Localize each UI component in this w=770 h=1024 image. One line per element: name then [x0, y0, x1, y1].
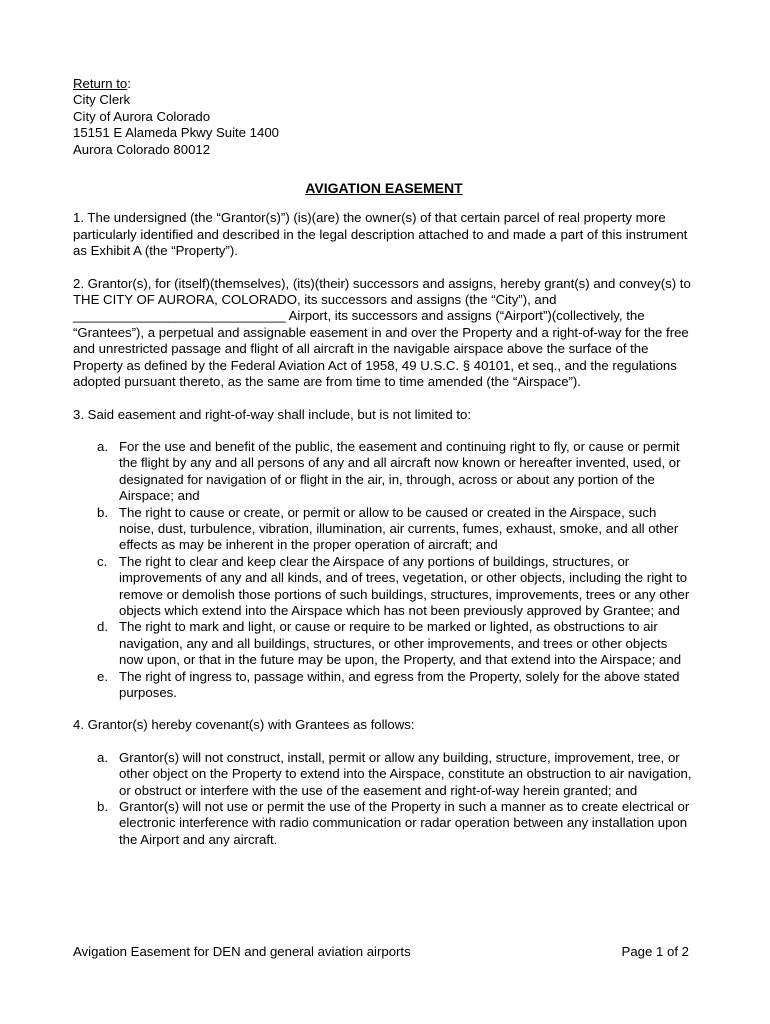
list-marker: e. — [97, 668, 108, 684]
address-line: City of Aurora Colorado — [73, 108, 211, 124]
footer-document-title: Avigation Easement for DEN and general aviation airports — [73, 944, 411, 959]
list-item — [73, 669, 695, 702]
covenants-list — [73, 750, 695, 848]
list-marker: c. — [97, 553, 108, 569]
list-item-text: The right of ingress to, passage within, and egress from the Property, solely for the above stated purposes. — [119, 668, 680, 700]
page-number: Page 1 of 2 — [621, 944, 689, 959]
list-item — [73, 799, 695, 848]
list-item — [73, 554, 695, 620]
document-title: AVIGATION EASEMENT — [305, 180, 463, 197]
list-marker: d. — [97, 619, 108, 635]
easement-rights-list — [73, 439, 695, 702]
paragraph-3: 3. Said easement and right-of-way shall include, but is not limited to: — [73, 406, 472, 422]
list-item — [73, 505, 695, 554]
paragraph-2-part-2: _____________________________ Airport, its successors and assigns (“Airport”)(collectively, the “Grantees”), a perpetual and assignable easement in and over the Property and a right-of-way for the free and unrestricted passage and flight of all aircraft in the navigable airspace above the surface of the Property as defined by the Federal Aviation Act of 1958, 49 U.S.C. § 40101, et seq., and the regulations adopted pursuant thereto, as the same are from time to time amended (the “Airspace”). — [73, 308, 689, 390]
list-item-text: The right to mark and light, or cause or require to be marked or lighted, as obstructions to air navigation, any and all buildings, structures, or other improvements, and trees or other objects now upon, or that in the future may be upon, the Property, and that extend into the Airspace; and — [119, 619, 682, 668]
paragraph-1: 1. The undersigned (the “Grantor(s)”) (is)(are) the owner(s) of that certain parcel of real property more particularly identified and described in the legal description attached to and made a part of this instrument as Exhibit A (the “Property”). — [73, 210, 688, 259]
list-item-text: The right to cause or create, or permit or allow to be caused or created in the Airspace, such noise, dust, turbulence, vibration, illumination, air currents, fumes, exhaust, smoke, and all other effects as may be inherent in the proper operation of aircraft; and — [119, 504, 679, 553]
document-body — [73, 76, 695, 864]
list-marker: b. — [97, 799, 108, 815]
list-item-text: Grantor(s) will not use or permit the use of the Property in such a manner as to create electrical or electronic interference with radio communication or radar operation between any installation upon the Airport and any aircraft. — [119, 799, 690, 847]
list-item-text: The right to clear and keep clear the Airspace of any portions of buildings, structures, or improvements of any and all kinds, and of trees, vegetation, or other objects, including the right to remove or demolish those portions of such buildings, structures, improvements, trees or any other objects which extend into the Airspace which has not been previously approved by Grantee; and — [119, 553, 690, 618]
address-line: 15151 E Alameda Pkwy Suite 1400 — [73, 125, 280, 141]
page-footer — [73, 944, 689, 960]
list-marker: a. — [97, 438, 108, 454]
paragraph-2-part-1: 2. Grantor(s), for (itself)(themselves), (its)(their) successors and assigns, hereby grant(s) and convey(s) to THE CITY OF AURORA, COLORADO, its successors and assigns (the “City”), and — [73, 275, 691, 308]
address-line: Aurora Colorado 80012 — [73, 141, 211, 157]
paragraph-4: 4. Grantor(s) hereby covenant(s) with Grantees as follows: — [73, 717, 415, 733]
list-item — [73, 619, 695, 668]
return-address-block — [73, 76, 695, 158]
return-to-label — [73, 76, 695, 92]
return-to-colon: : — [127, 76, 131, 91]
list-marker: b. — [97, 504, 108, 520]
list-item — [73, 439, 695, 505]
return-to-text: Return to — [73, 76, 128, 91]
list-item-text: Grantor(s) will not construct, install, permit or allow any building, structure, improvement, tree, or other object on the Property to extend into the Airspace, constitute an obstruction to air navigation, or obstruct or interfere with the use of the easement and right-of-way herein granted; and — [119, 749, 692, 798]
list-item — [73, 750, 695, 799]
address-line: City Clerk — [73, 92, 131, 108]
paragraph-2 — [73, 276, 695, 391]
list-marker: a. — [97, 749, 108, 765]
list-item-text: For the use and benefit of the public, the easement and continuing right to fly, or cause or permit the flight by any and all persons of any and all aircraft now known or hereafter invented, used, or designated for navigation of or flight in the air, in, through, across or about any portion of the Airspace; and — [119, 438, 681, 504]
